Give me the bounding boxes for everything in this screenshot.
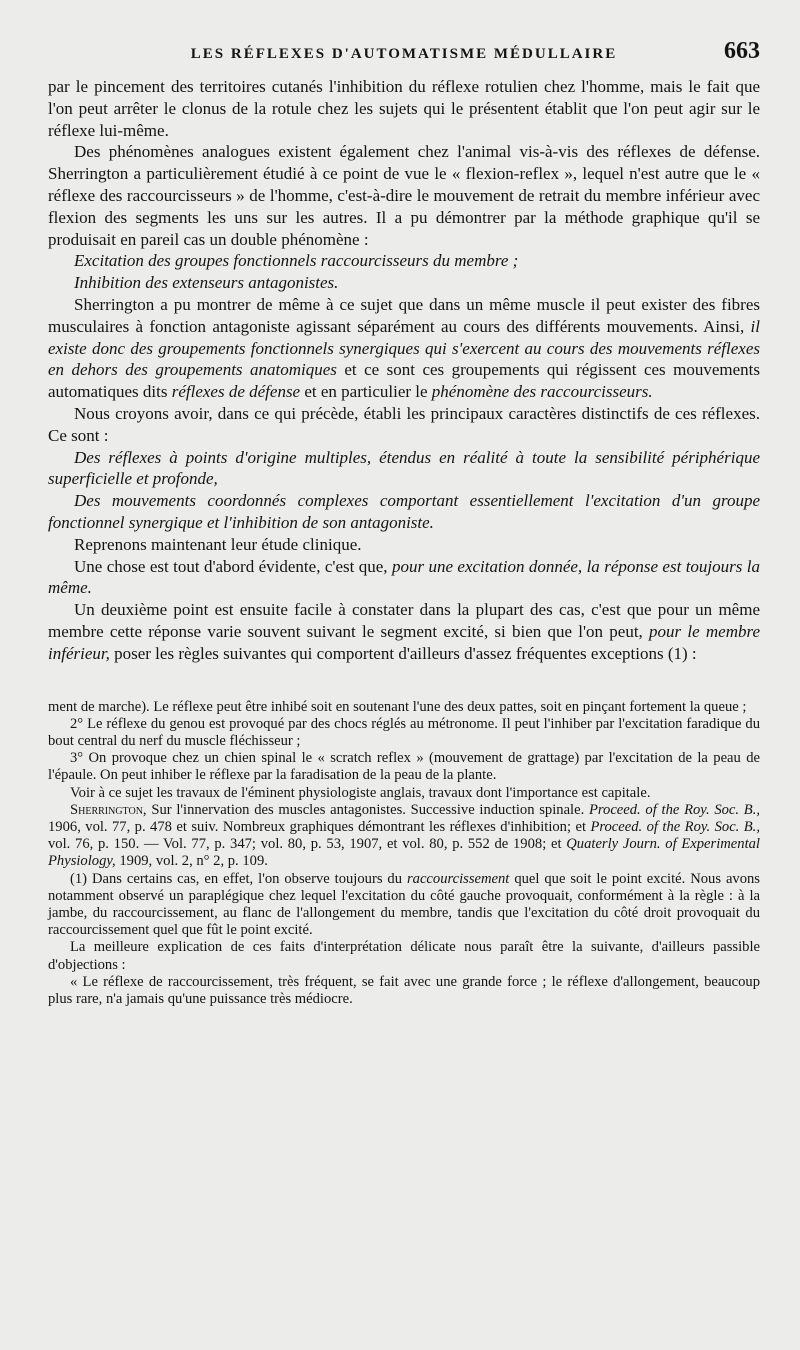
text-run: vol. 76, p. 150. — Vol. 77, p. 347; vol. 80, p. 53, 1907, et vol. 80, p. 552 de 1908; et — [48, 836, 562, 853]
footnote-text: 2° Le réflexe du genou est provoqué par des chocs réglés au métronome. Il peut l'inhiber par l'excitation faradique du bout central du nerf du muscle fléchisseur ; — [48, 715, 760, 749]
paragraph — [48, 556, 760, 600]
text-run: Un deuxième point est ensuite facile à constater dans la plupart des cas, c'est que pour un même membre cette réponse varie souvent suivant le segment excité, si bien que l'on peut, — [48, 600, 760, 641]
italic-text: phénomène des raccourcisseurs. — [431, 382, 653, 402]
italic-text: pour le membre inférieur, — [48, 621, 761, 663]
main-text — [48, 76, 760, 665]
paragraph: Reprenons maintenant leur étude clinique. — [74, 534, 362, 554]
paragraph: Nous croyons avoir, dans ce qui précède, établi les principaux caractères distinctifs de ces réflexes. Ce sont : — [48, 403, 760, 445]
paragraph — [48, 599, 760, 664]
list-item — [48, 447, 760, 491]
journal-title: Quaterly Journ. of Experimental Physiology, — [48, 836, 760, 870]
list-item — [48, 272, 760, 294]
paragraph: Des phénomènes analogues existent également chez l'animal vis-à-vis des réflexes de défense. Sherrington a particulièrement étudié à ce point de vue le « flexion-reflex », lequel n'est autre que le « réflexe des raccourcisseurs » de l'homme, c'est-à-dire le mouvement de retrait du membre inférieur avec flexion des segments les uns sur les autres. Il a pu démontrer par la méthode graphique qu'il se produisait en pareil cas un double phénomène : — [48, 142, 760, 249]
italic-text: il existe donc des groupements fonctionnels synergiques qui s'exercent au cours des mouvements réflexes en dehors des groupements anatomiques — [48, 316, 760, 380]
text-run: Une chose est tout d'abord évidente, c'est que, — [74, 556, 388, 576]
text-run: 1909, vol. 2, n° 2, p. 109. — [119, 853, 268, 870]
italic-text: Inhibition des extenseurs antagonistes. — [74, 273, 339, 293]
footnote-text: Voir à ce sujet les travaux de l'éminent physiologiste anglais, travaux dont l'importance est capitale. — [70, 784, 651, 801]
italic-text: Des réflexes à points d'origine multiples, étendus en réalité à toute la sensibilité périphérique superficielle et profonde, — [48, 447, 760, 489]
author-name: Sherrington, — [70, 801, 147, 818]
footnote-text — [48, 871, 760, 940]
footnotes — [48, 699, 760, 1009]
list-item — [48, 250, 760, 272]
footnote-text: ment de marche). Le réflexe peut être inhibé soit en soutenant l'une des deux pattes, soit en pinçant fortement la queue ; — [48, 698, 747, 715]
paragraph: par le pincement des territoires cutanés l'inhibition du réflexe rotulien chez l'homme, mais le fait que l'on peut arrêter le clonus de la rotule chez les sujets qui le présentent établit que l'on peut agir sur le réflexe lui-même. — [48, 77, 760, 140]
italic-text: réflexes de défense — [171, 382, 301, 402]
italic-text: Des mouvements coordonnés complexes comportant essentiellement l'excitation d'un groupe fonctionnel synergique et l'inhibition de son antagoniste. — [48, 491, 760, 532]
text-run: quel que soit le point excité. Nous avons notamment observé un paraplégique chez lequel l'excitation du côté gauche provoquait, conformément à la règle : à la jambe, du raccourcissement, au flanc de l'allongement du membre, tandis que l'excitation du côté droit provoquait du raccourcissement quel que fût le point excité. — [48, 870, 760, 939]
paragraph — [48, 294, 760, 403]
footnote-reference — [48, 802, 760, 871]
text-run: Sherrington a pu montrer de même à ce sujet que dans un même muscle il peut exister des fibres musculaires à fonction antagoniste agissant séparément au cours des différents mouvements. Ainsi, — [48, 294, 760, 336]
journal-title: Proceed. of the Roy. Soc. B., — [590, 818, 760, 835]
footnote-text: La meilleure explication de ces faits d'interprétation délicate nous paraît être la suivante, d'ailleurs passible d'objections : — [48, 939, 760, 973]
footnote-text: 3° On provoque chez un chien spinal le « scratch reflex » (mouvement de grattage) par l'excitation de la peau de l'épaule. On peut inhiber le réflexe par la faradisation de la peau de la plante. — [48, 750, 760, 784]
journal-title: Proceed. of the Roy. Soc. B., — [588, 801, 760, 818]
text-run: et ce sont ces groupements qui régissent ces mouvements automatiques dits — [48, 360, 761, 402]
page-number: 663 — [724, 38, 760, 64]
page-header — [48, 26, 760, 76]
text-run: et en particulier le — [304, 382, 428, 402]
section-gap — [48, 665, 760, 699]
italic-text: pour une excitation donnée, la réponse est toujours la même. — [48, 556, 761, 598]
text-run: 1906, vol. 77, p. 478 et suiv. Nombreux graphiques démontrant les réflexes d'inhibition; et — [48, 818, 586, 835]
text-run: Sur l'innervation des muscles antagonistes. Successive induction spinale. — [151, 801, 585, 818]
text-run: (1) Dans certains cas, en effet, l'on observe toujours du — [70, 870, 403, 887]
italic-text: raccourcissement — [406, 870, 510, 887]
footnote-text: « Le réflexe de raccourcissement, très fréquent, se fait avec une grande force ; le réflexe d'allongement, beaucoup plus rare, n'a jamais qu'une puissance très médiocre. — [48, 973, 760, 1007]
text-run: poser les règles suivantes qui comportent d'ailleurs d'assez fréquentes exceptions (1) : — [114, 643, 697, 663]
list-item — [48, 490, 760, 534]
italic-text: Excitation des groupes fonctionnels raccourcisseurs du membre ; — [74, 251, 519, 271]
running-head: LES RÉFLEXES D'AUTOMATISME MÉDULLAIRE — [190, 46, 618, 62]
